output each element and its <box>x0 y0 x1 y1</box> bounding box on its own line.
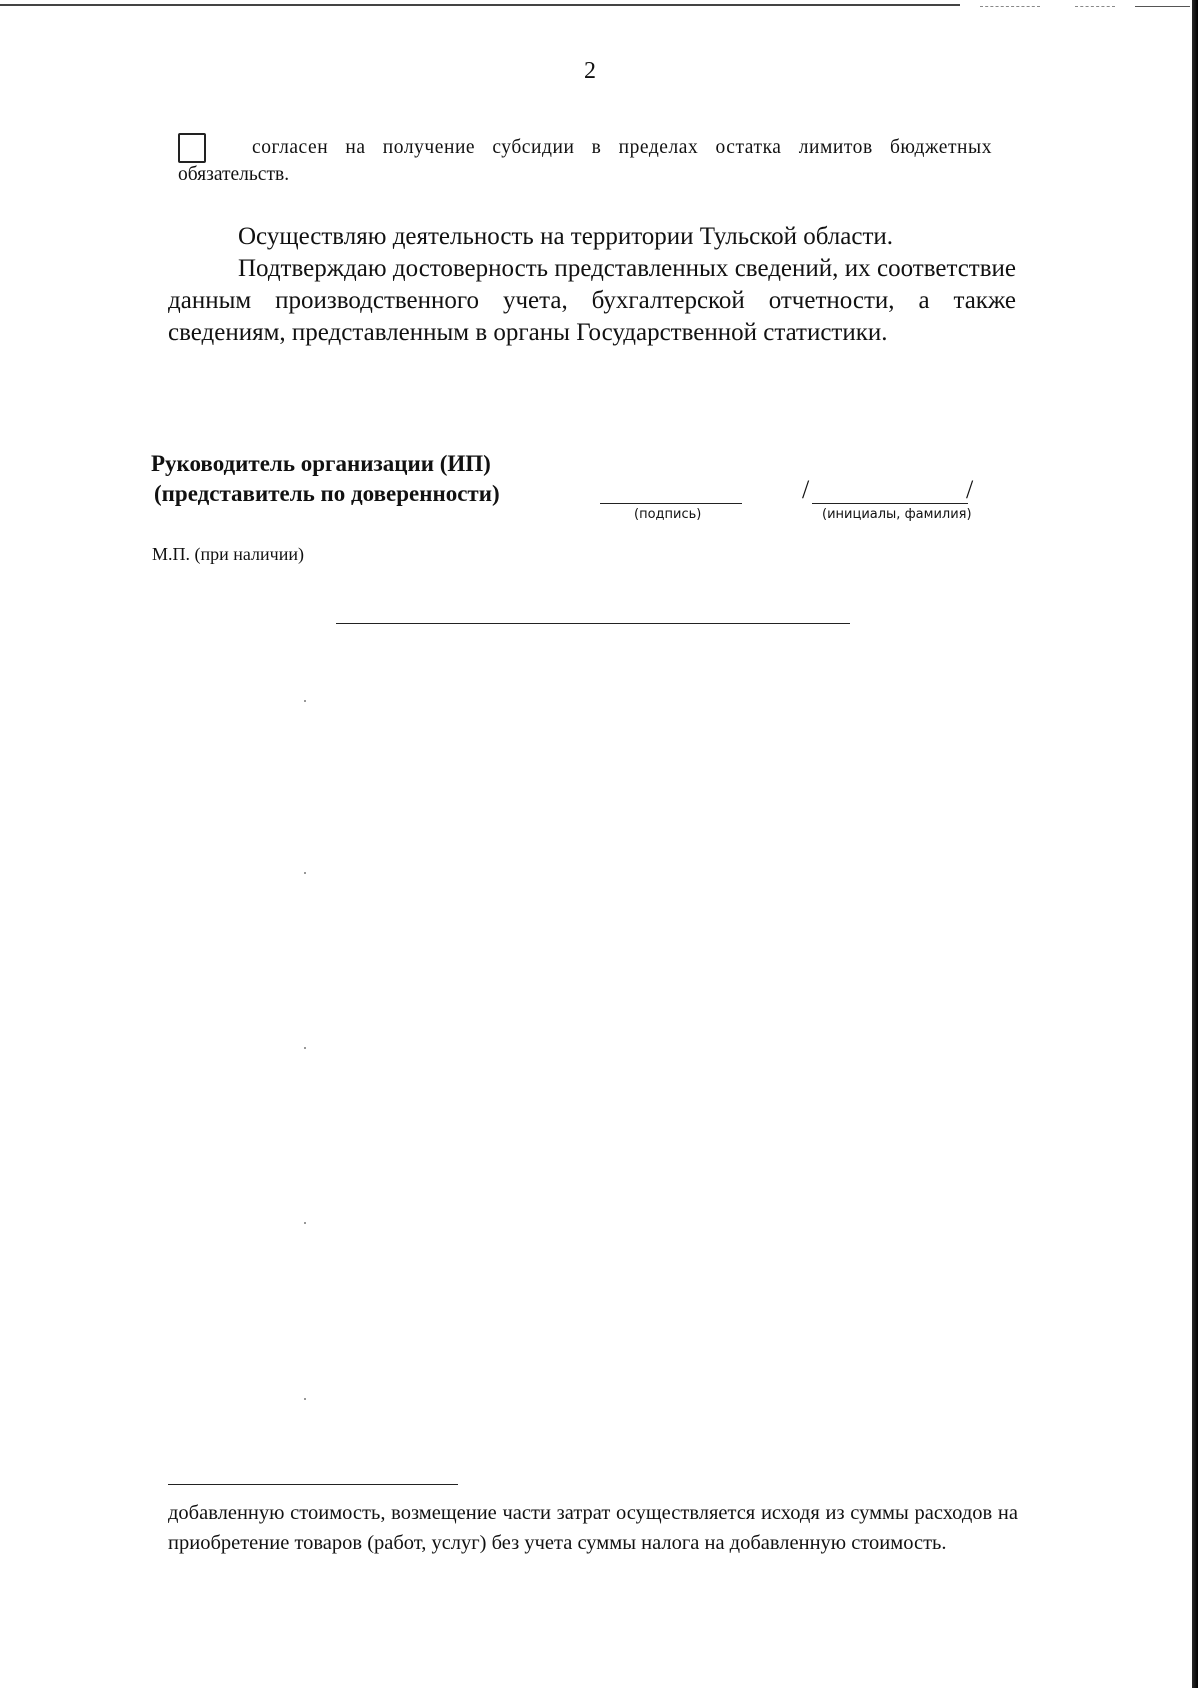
scan-top-dashes <box>1135 6 1190 8</box>
consent-text: согласен на получение субсидии в пределах остатка лимитов бюджетных <box>252 137 992 158</box>
scan-top-dashes <box>1075 6 1115 8</box>
signatory-subtitle: (представитель по доверенности) <box>154 481 500 506</box>
name-slash-right: / <box>966 475 974 504</box>
footnote-text: добавленную стоимость, возмещение части затрат осуществляется исходя из суммы расходов на приобретение товаров (работ, услуг) без учета суммы налога на добавленную стоимость. <box>168 1502 1018 1554</box>
confirmation-statement: Подтверждаю достоверность представленных сведений, их соответствие данным производственного учета, бухгалтерской отчетности, а также сведениям, представленным в органы Государственной статистики. <box>168 255 1016 346</box>
signature-caption: (подпись) <box>634 507 702 522</box>
scan-dot <box>304 872 306 874</box>
scan-top-border <box>0 4 960 6</box>
scan-top-dashes <box>980 6 1040 8</box>
page-number: 2 <box>584 58 596 84</box>
signature-line <box>600 503 742 504</box>
footnote-separator <box>168 1484 458 1485</box>
scan-dot <box>304 700 306 702</box>
stamp-label: М.П. (при наличии) <box>152 544 304 564</box>
consent-checkbox[interactable] <box>178 133 206 163</box>
scan-dot <box>304 1222 306 1224</box>
scan-right-edge <box>1192 0 1198 1688</box>
consent-text-continued: обязательств. <box>178 164 290 185</box>
name-caption: (инициалы, фамилия) <box>822 507 972 522</box>
name-line <box>812 503 968 504</box>
signatory-title: Руководитель организации (ИП) <box>151 451 491 476</box>
section-divider <box>336 623 850 624</box>
name-slash-left: / <box>802 475 810 504</box>
activity-statement: Осуществляю деятельность на территории Тульской области. <box>238 223 894 250</box>
scan-dot <box>304 1047 306 1049</box>
scan-dot <box>304 1398 306 1400</box>
